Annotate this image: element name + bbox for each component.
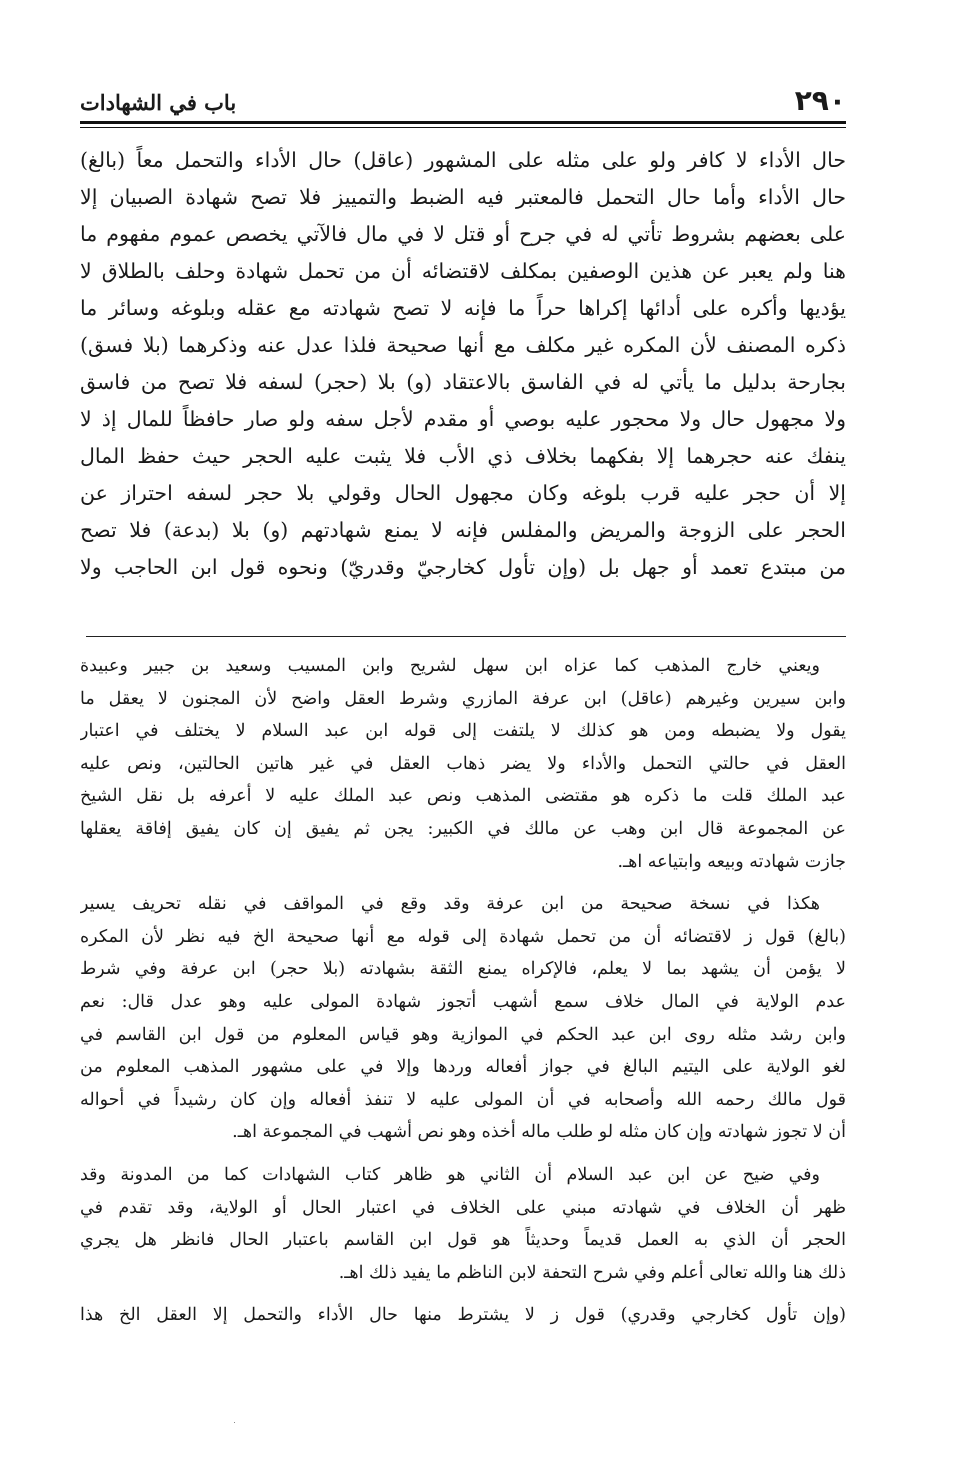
notes-separator (86, 636, 846, 637)
note-paragraph-3 (80, 1159, 846, 1289)
main-line: ينفك عنه حجرهما إلا بفكهما بخلاف ذي الأب فلا يثبت عليه الحجر حيث حفظ المال (80, 444, 846, 468)
note-line: وابن سيرين وغيرهم (عاقل) ابن عرفة المازري وشرط العقل واضح لأن المجنون لا يعقل ما (80, 688, 846, 709)
note-line: العقل في حالتي التحمل والأداء ولا يضر ذهاب العقل في غير هاتين الحالتين، ونص عليه (80, 753, 846, 774)
main-line: ذكره المصنف لأن المكره غير مكلف مع أنها صحيحة فلذا عدل عنه وذكرهما (بلا فسق) (80, 333, 846, 357)
note-paragraph-4 (80, 1299, 846, 1332)
note-line: الحجر أن الذي به العمل قديماً وحديثاً هو قول ابن القاسم باعتبار الحال فانظر هل يجري (80, 1230, 846, 1251)
note-line: (وإن تأول كخارجي وقدري) قول ز لا يشترط منها حال الأداء والتحمل إلا العقل الخ هذا (80, 1305, 846, 1326)
main-text (80, 142, 846, 586)
header-rule-thin (80, 127, 846, 128)
note-line: أن لا تجوز شهادته وإن كان مثله لو طلب ماله أخذه وهو نص أشهب في المجموعة اهـ. (232, 1122, 846, 1143)
note-line: (بالغ) قول ز لاقتضائه أن من تحمل شهادة إلى قوله مع أنها صحيحة الخ فيه نظر لأن المكره (80, 926, 846, 947)
main-line: على بعضهم بشروط تأتي له في جرح أو قتل لا في مال فالآتي يخصص عموم مفهوم ما (80, 222, 846, 246)
main-line: الحجر على الزوجة والمريض والمفلس فإنه لا يمنع شهادتهم (و) بلا (بدعة) فلا تصح (80, 518, 846, 542)
main-line: حال الأداء لا كافر ولو على مثله على المشهور (عاقل) حال الأداء والتحمل معاً (بالغ) (80, 148, 846, 172)
running-title: باب في الشهادات (80, 90, 237, 115)
note-line: ظهر أن الخلاف في شهادته مبني على الخلاف في اعتبار الحال أو الولاية، وقد تقدم في (80, 1197, 846, 1218)
main-line: من مبتدع تعمد أو جهل بل (وإن تأول كخارجيّ وقدريّ) ونحوه قول ابن الحاجب ولا (80, 555, 846, 579)
header-rule (80, 121, 846, 124)
note-line: قول مالك رحمه الله وأصحابه في أن المولى عليه لا تنفذ أفعاله وإن كان رشيداً في أحواله (80, 1089, 846, 1110)
page-number: ٢٩٠ (794, 84, 846, 117)
main-line: ولا مجهول حال ولا محجور عليه بوصي أو مقدم لأجل سفه ولو صار حافظاً للمال إذ لا (80, 407, 846, 431)
note-line: جازت شهادته وبيعه وابتياعه اهـ. (617, 851, 846, 872)
main-line: يؤديها وأكره على أدائها إكراها حراً ما فإنه لا تصح شهادته مع عقله وبلوغه وسائر ما (80, 296, 846, 320)
scan-speck (234, 1422, 235, 1423)
note-line: يقول ولا يضبطه ومن هو كذلك لا يلتفت إلى قوله ابن عبد السلام لا يختلف في اعتبار (80, 721, 846, 742)
note-line: هكذا في نسخة صحيحة من ابن عرفة وقد وقع في المواقف في نقله تحريف يسير (80, 894, 820, 915)
note-line: عن المجموعة قال ابن وهب عن مالك في الكبير: يجن ثم يفيق إن كان يفيق إفاقة يعقلها (80, 818, 846, 839)
note-line: ويعني خارج المذهب كما عزاه ابن سهل لشريح وابن المسيب وسعيد بن جبير وعبيدة (80, 656, 820, 676)
footnotes (80, 650, 846, 1342)
main-line: بجارحة بدليل ما يأتي له في الفاسق بالاعتقاد (و) بلا (حجر) لسفه فلا تصح من فاسق (80, 370, 846, 394)
note-line: عبد الملك قلت ما ذكره هو مقتضى المذهب ونص عبد الملك عليه لا أعرفه بل نقل الشيخ (80, 786, 846, 807)
note-line: لغو الولاية على اليتيم البالغ في جواز أفعاله وردها وإلا في على مشهور المذهب المعلوم من (80, 1057, 846, 1078)
page-header (80, 84, 846, 128)
note-paragraph-2 (80, 888, 846, 1149)
note-line: ذلك هنا والله تعالى أعلم وفي شرح التحفة لابن الناظم ما يفيد ذلك اهـ. (338, 1262, 846, 1283)
note-line: لا يؤمن أن يشهد بما لا يعلم، فالإكراه يمنع الثقة بشهادته (بلا حجر) ابن عرفة وفي شرط (80, 959, 846, 980)
note-line: وابن رشد مثله روى ابن عبد الحكم في الموازية وهو قياس المعلوم من قول ابن القاسم في (80, 1024, 846, 1045)
note-line: وفي ضيح عن ابن عبد السلام أن الثاني هو ظاهر كتاب الشهادات كما من المدونة وقد (80, 1164, 820, 1185)
note-line: عدم الولاية في المال خلاف سمع أشهب أتجوز شهادة المولى عليه وهو عدل قال: نعم (80, 991, 846, 1012)
note-paragraph-1 (80, 650, 846, 878)
main-line: إلا أن حجر عليه قرب بلوغه وكان مجهول الحال وقولي بلا حجر لسفه احتراز عن (80, 481, 846, 505)
main-line: حال الأداء وأما حال التحمل فالمعتبر فيه الضبط والتمييز فلا تصح شهادة الصبيان إلا (80, 185, 846, 209)
main-line: هنا ولم يعبر عن هذين الوصفين بمكلف لاقتضائه أن من تحمل شهادة وحلف بالطلاق لا (80, 259, 846, 283)
